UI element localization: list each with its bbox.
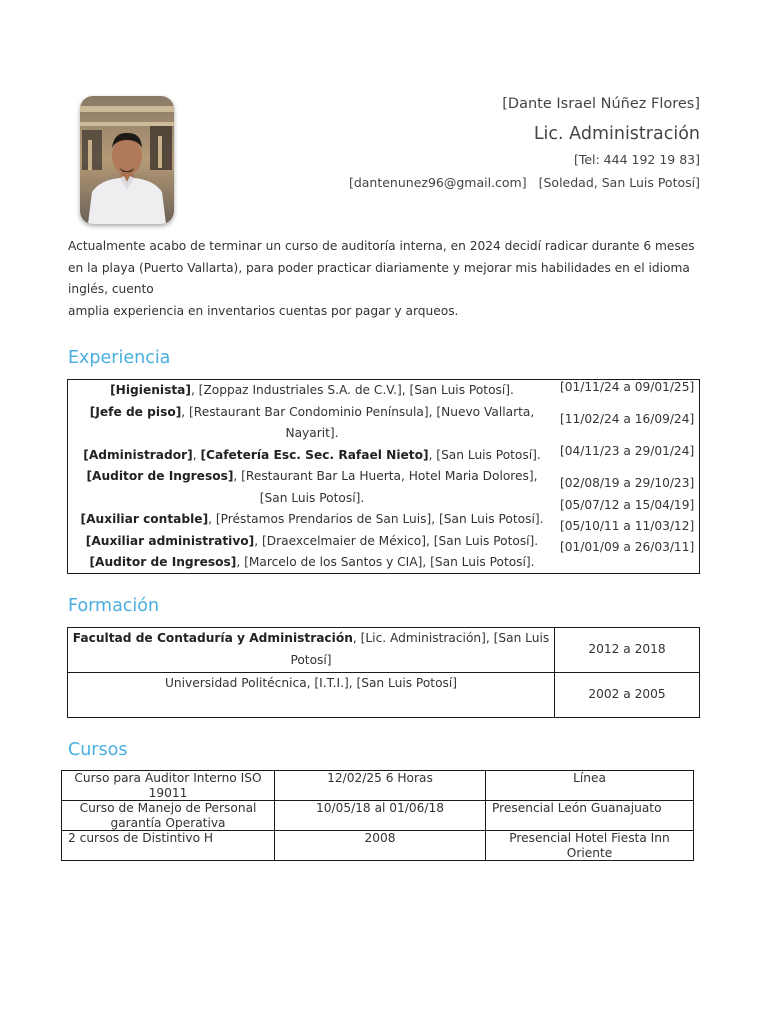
experience-box [67,379,700,574]
education-years: 2012 a 2018 [555,628,700,673]
job-role: [Higienista] [110,383,191,397]
job-date-range: [01/01/09 a 26/03/11] [560,540,695,554]
experience-item [72,402,552,445]
experience-item [72,445,552,467]
degree-details: Universidad Politécnica, [I.T.I.], [San Luis Potosí] [164,676,458,690]
experience-heading: Experiencia [68,348,171,368]
course-date: 10/05/18 al 01/06/18 [275,801,486,831]
course-date: 2008 [275,831,486,861]
phone-number: [Tel: 444 192 19 83] [573,152,700,167]
courses-table [61,770,694,861]
job-role: [Jefe de piso] [89,404,182,419]
profile-summary [68,236,708,322]
job-role: [Auditor de Ingresos] [89,555,237,569]
experience-item [72,380,552,402]
job-date-range: [05/10/11 a 11/03/12] [560,519,695,533]
job-date-range: [02/08/19 a 29/10/23] [560,476,695,490]
education-entry [68,673,555,718]
job-role: [Auxiliar contable] [80,512,209,526]
job-details: , [Zoppaz Industriales S.A. de C.V.], [San Luis Potosí]. [190,383,514,397]
job-date-range: [04/11/23 a 29/01/24] [560,444,695,458]
course-name: 2 cursos de Distintivo H [62,831,275,861]
job-details: , [Restaurant Bar Condominio Península], [Nuevo Vallarta, Nayarit]. [181,404,535,440]
contact-line [349,175,700,190]
table-row [62,801,694,831]
job-company: [Cafetería Esc. Sec. Rafael Nieto] [200,447,429,462]
course-mode: Presencial León Guanajuato [486,801,694,831]
job-role: [Auxiliar administrativo] [85,533,255,548]
job-date-range: [01/11/24 a 09/01/25] [560,380,695,394]
separator: , [192,447,201,462]
location: [Soledad, San Luis Potosí] [538,175,700,190]
job-details: , [Draexcelmaier de México], [San Luis Potosí]. [254,533,539,548]
summary-paragraph: Actualmente acabo de terminar un curso de auditoría interna, en 2024 decidí radicar durante 6 meses en la playa (Puerto Vallarta), para poder practicar diariamente y mejorar mis habilidades en el idioma inglés, cuento [68,239,695,296]
email-address: [dantenunez96@gmail.com] [348,175,527,190]
education-years: 2002 a 2005 [555,673,700,718]
summary-paragraph-2: amplia experiencia en inventarios cuentas por pagar y arqueos. [68,303,459,318]
candidate-name: [Dante Israel Núñez Flores] [502,96,700,112]
course-date: 12/02/25 6 Horas [275,771,486,801]
course-mode: Línea [486,771,694,801]
course-name: Curso de Manejo de Personal garantía Operativa [62,801,275,831]
experience-item [72,531,552,553]
experience-item [72,509,552,531]
job-date-range: [11/02/24 a 16/09/24] [560,412,695,426]
experience-item [72,466,552,509]
course-mode: Presencial Hotel Fiesta Inn Oriente [486,831,694,861]
courses-heading: Cursos [68,740,128,760]
profile-photo [80,96,174,224]
job-date-range: [05/07/12 a 15/04/19] [560,498,695,512]
table-row [62,831,694,861]
table-row [68,673,700,718]
degree-details: , [Lic. Administración], [San Luis Potosí] [290,631,550,667]
job-details: , [Préstamos Prendarios de San Luis], [San Luis Potosí]. [208,512,544,526]
course-name: Curso para Auditor Interno ISO 19011 [62,771,275,801]
table-row [68,628,700,673]
job-details: , [San Luis Potosí]. [428,447,541,462]
job-role: [Administrador] [83,447,193,462]
table-row [62,771,694,801]
school-name: Facultad de Contaduría y Administración [72,631,353,645]
experience-item [72,552,552,574]
job-role: [Auditor de Ingresos] [86,469,234,483]
experience-list [72,380,552,574]
job-details: , [Marcelo de los Santos y CIA], [San Luis Potosí]. [236,555,535,569]
job-details: , [Restaurant Bar La Huerta, Hotel Maria Dolores], [San Luis Potosí]. [233,469,538,505]
candidate-degree-title: Lic. Administración [533,124,700,144]
education-table [67,627,700,718]
education-entry [68,628,555,673]
education-heading: Formación [68,596,160,616]
profile-photo-image [80,96,174,224]
